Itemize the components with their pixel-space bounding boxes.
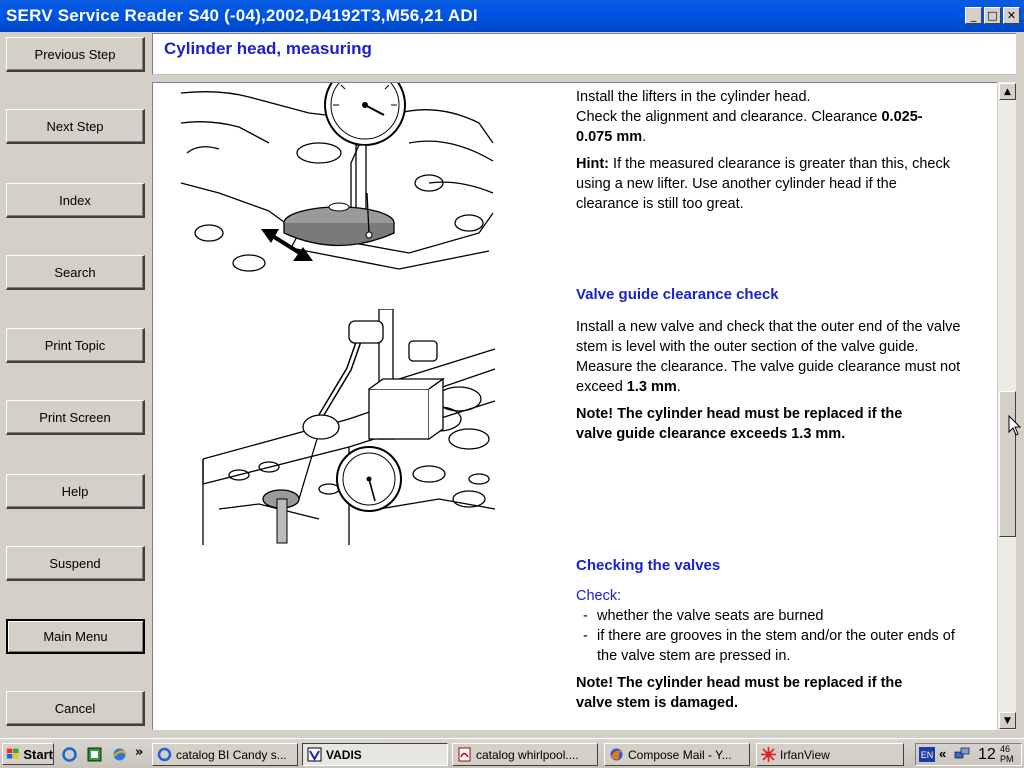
valve-guide-illustration bbox=[199, 309, 497, 547]
clearance-period: . bbox=[642, 129, 647, 145]
search-button[interactable]: Search bbox=[6, 255, 145, 290]
minimize-icon: _ bbox=[970, 9, 977, 22]
task-compose-mail[interactable] bbox=[604, 743, 750, 766]
clearance-max-value: 0.075 mm bbox=[576, 129, 643, 145]
mouse-cursor-icon bbox=[1008, 415, 1022, 437]
task-label: VADIS bbox=[326, 747, 362, 762]
task-irfanview[interactable] bbox=[756, 743, 904, 766]
start-label: Start bbox=[23, 746, 53, 762]
valves-note-2: valve stem is damaged. bbox=[576, 695, 738, 711]
check-item-seats: - whether the valve seats are burned bbox=[576, 606, 994, 626]
hint-text-1: If the measured clearance is greater than this, check bbox=[609, 156, 950, 172]
index-button[interactable]: Index bbox=[6, 183, 145, 218]
irfanview-icon bbox=[761, 747, 776, 762]
topic-header bbox=[152, 33, 1016, 75]
clock-ampm: PM bbox=[1000, 754, 1014, 764]
content-area bbox=[152, 82, 997, 730]
valves-heading: Checking the valves bbox=[576, 557, 721, 574]
network-icon[interactable] bbox=[954, 747, 970, 763]
maximize-button[interactable] bbox=[984, 7, 1001, 24]
task-label: IrfanView bbox=[780, 747, 830, 762]
next-step-button[interactable]: Next Step bbox=[6, 109, 145, 144]
valves-section bbox=[576, 556, 994, 713]
arrow-down-icon: ▼ bbox=[1004, 715, 1011, 726]
suspend-button[interactable]: Suspend bbox=[6, 546, 145, 581]
valve-guide-note-2: valve guide clearance exceeds 1.3 mm. bbox=[576, 426, 846, 442]
navigation-panel bbox=[0, 32, 152, 738]
window-title: SERV Service Reader S40 (-04),2002,D4192T3,M56,21 ADI bbox=[6, 6, 478, 25]
scroll-up-button[interactable] bbox=[999, 83, 1016, 100]
vertical-scrollbar[interactable] bbox=[997, 82, 1016, 730]
cancel-button[interactable]: Cancel bbox=[6, 691, 145, 726]
valve-guide-line-1: Install a new valve and check that the outer end of the valve bbox=[576, 319, 961, 335]
previous-step-button[interactable]: Previous Step bbox=[6, 37, 145, 72]
task-catalog-whirlpool[interactable] bbox=[452, 743, 598, 766]
valve-guide-line-2: stem is level with the outer section of the valve guide. bbox=[576, 339, 919, 355]
main-menu-button[interactable]: Main Menu bbox=[6, 619, 145, 654]
task-vadis[interactable] bbox=[302, 743, 448, 766]
hint-label: Hint: bbox=[576, 156, 610, 172]
browser-quicklaunch-icon[interactable] bbox=[112, 747, 127, 762]
task-label: Compose Mail - Y... bbox=[628, 747, 732, 762]
hint-text-3: clearance is still too great. bbox=[576, 196, 744, 212]
ie-quicklaunch-icon[interactable] bbox=[62, 747, 77, 762]
arrow-up-icon: ▲ bbox=[1004, 86, 1011, 97]
lifter-install-text: Install the lifters in the cylinder head. bbox=[576, 89, 811, 105]
task-label: catalog BI Candy s... bbox=[176, 747, 287, 762]
task-label: catalog whirlpool.... bbox=[476, 747, 579, 762]
valve-guide-line-3: Measure the clearance. The valve guide clearance must not bbox=[576, 359, 961, 375]
valve-guide-exceed-text: exceed bbox=[576, 379, 627, 395]
valve-guide-period: . bbox=[676, 379, 681, 395]
clearance-min-value: 0.025- bbox=[881, 109, 923, 125]
clock-minute: 46 bbox=[1000, 744, 1011, 754]
pdf-icon bbox=[457, 747, 472, 762]
check-list bbox=[576, 606, 994, 666]
page-title: Cylinder head, measuring bbox=[164, 39, 372, 58]
valve-guide-limit-value: 1.3 mm bbox=[626, 379, 677, 395]
check-item-grooves-line-2: the valve stem are pressed in. bbox=[597, 648, 791, 664]
print-screen-button[interactable]: Print Screen bbox=[6, 400, 145, 435]
language-indicator[interactable]: EN bbox=[919, 747, 935, 762]
scroll-thumb[interactable] bbox=[999, 391, 1016, 537]
valve-guide-section bbox=[576, 285, 994, 444]
clock-hour: 12 bbox=[978, 746, 996, 763]
check-item-grooves bbox=[576, 626, 994, 666]
print-topic-button[interactable]: Print Topic bbox=[6, 328, 145, 363]
valves-note-1: Note! The cylinder head must be replaced if the bbox=[576, 675, 903, 691]
firefox-icon bbox=[609, 747, 624, 762]
close-icon: ✕ bbox=[1006, 9, 1017, 22]
hint-text-2: using a new lifter. Use another cylinder head if the bbox=[576, 176, 897, 192]
check-label: Check: bbox=[576, 588, 622, 604]
lifter-section bbox=[576, 87, 994, 214]
scroll-down-button[interactable] bbox=[999, 712, 1016, 729]
task-catalog-candy[interactable] bbox=[152, 743, 298, 766]
maximize-icon: □ bbox=[987, 9, 998, 22]
ie-icon bbox=[157, 747, 172, 762]
taskbar bbox=[0, 738, 1024, 768]
app-quicklaunch-icon[interactable] bbox=[87, 747, 102, 762]
minimize-button[interactable] bbox=[965, 7, 982, 24]
close-button[interactable] bbox=[1003, 7, 1020, 24]
valve-guide-heading: Valve guide clearance check bbox=[576, 286, 779, 303]
lifter-clearance-illustration bbox=[179, 83, 497, 275]
lifter-check-text: Check the alignment and clearance. Clearance bbox=[576, 109, 882, 125]
valve-guide-note-1: Note! The cylinder head must be replaced if the bbox=[576, 406, 903, 422]
windows-logo-icon bbox=[6, 747, 20, 761]
help-button[interactable]: Help bbox=[6, 474, 145, 509]
start-button[interactable] bbox=[2, 743, 54, 765]
quicklaunch-chevron[interactable]: » bbox=[135, 745, 144, 760]
vadis-icon bbox=[307, 747, 322, 762]
system-tray bbox=[915, 743, 1022, 766]
check-item-grooves-line-1: if there are grooves in the stem and/or the outer ends of bbox=[597, 628, 955, 644]
tray-expand-arrow[interactable]: « bbox=[939, 746, 947, 761]
title-bar bbox=[0, 0, 1024, 32]
